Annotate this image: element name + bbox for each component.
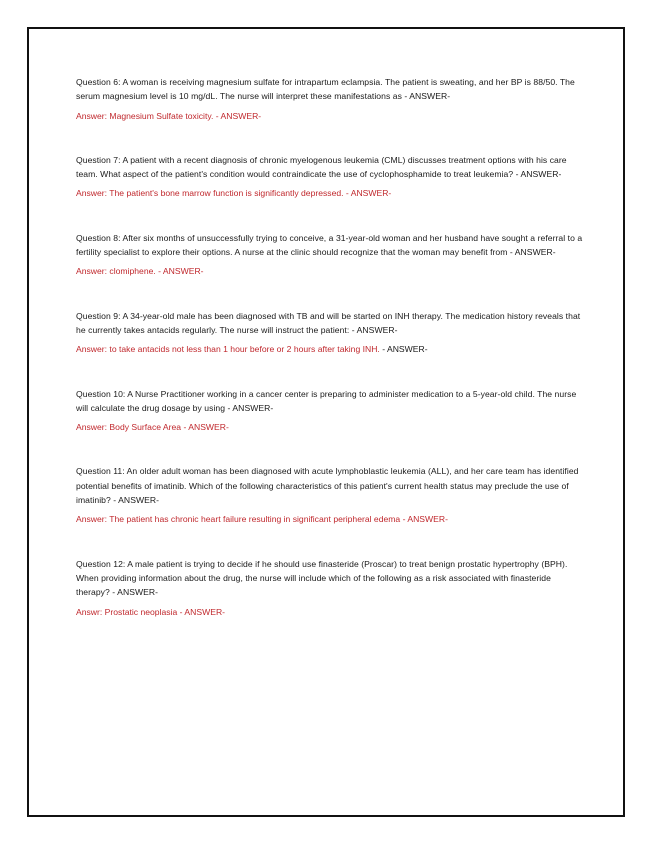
qa-item-11 xyxy=(76,464,584,526)
question-text: Question 12: A male patient is trying to decide if he should use finasteride (Proscar) to treat benign prostatic hypertrophy (BPH). When providing information about the drug, the nurse will include which of the following as a risk associated with finasteride therapy? - ANSWER- xyxy=(76,558,568,598)
qa-item-8 xyxy=(76,231,584,279)
answer-text xyxy=(76,420,584,434)
answer-text xyxy=(76,186,584,200)
question-text: Question 7: A patient with a recent diagnosis of chronic myelogenous leukemia (CML) discusses treatment options with his care team. What aspect of the patient's condition would contraindicate the use of cyclophosphamide to treat leukemia? - ANSWER- xyxy=(76,154,567,180)
answer-main: Answer: The patient has chronic heart failure resulting in significant peripheral edema - ANSWER- xyxy=(76,514,448,525)
answer-main: Answer: The patient's bone marrow function is significantly depressed. - ANSWER- xyxy=(76,188,392,199)
qa-list xyxy=(76,75,584,619)
question-text: Question 11: An older adult woman has been diagnosed with acute lymphoblastic leukemia (ALL), and her care team has identified potential benefits of imatinib. Which of the following characteristics of this patient's current health status may preclude the use of imatinib? - ANSWER- xyxy=(76,466,579,506)
answer-text xyxy=(76,512,584,526)
qa-item-9 xyxy=(76,309,584,357)
question-text: Question 9: A 34-year-old male has been diagnosed with TB and will be started on INH therapy. The medication history reveals that he currently takes antacids regularly. The nurse will instruct the patient: - ANSWER- xyxy=(76,310,581,335)
answer-tail: - ANSWER- xyxy=(379,344,428,355)
qa-item-12 xyxy=(76,557,584,619)
answer-main: Answer: Body Surface Area - ANSWER- xyxy=(76,422,229,433)
question-text: Question 10: A Nurse Practitioner working in a cancer center is preparing to administer medication to a 5-year-old child. The nurse will calculate the drug dosage by using - ANSWER- xyxy=(76,388,577,413)
answer-main: Answer: clomiphene. - ANSWER- xyxy=(76,266,204,277)
answer-main: Answer: Magnesium Sulfate toxicity. - ANSWER- xyxy=(76,110,262,121)
answer-text xyxy=(76,605,584,619)
answer-main: Answr: Prostatic neoplasia - ANSWER- xyxy=(76,606,226,617)
qa-item-7 xyxy=(76,153,584,201)
answer-text xyxy=(76,264,584,278)
qa-item-10 xyxy=(76,387,584,435)
qa-item-6 xyxy=(76,75,584,123)
question-text: Question 8: After six months of unsuccessfully trying to conceive, a 31-year-old woman and her husband have sought a referral to a fertility specialist to explore their options. A nurse at the clinic should recognize that the woman may benefit from - ANSWER- xyxy=(76,232,583,258)
question-text: Question 6: A woman is receiving magnesium sulfate for intrapartum eclampsia. The patient is sweating, and her BP is 88/50. The serum magnesium level is 10 mg/dL. The nurse will interpret these manifestations as - ANSWER- xyxy=(76,77,575,102)
answer-main: Answer: to take antacids not less than 1 hour before or 2 hours after taking INH. xyxy=(76,344,380,355)
answer-text xyxy=(76,342,584,356)
answer-text xyxy=(76,109,584,123)
